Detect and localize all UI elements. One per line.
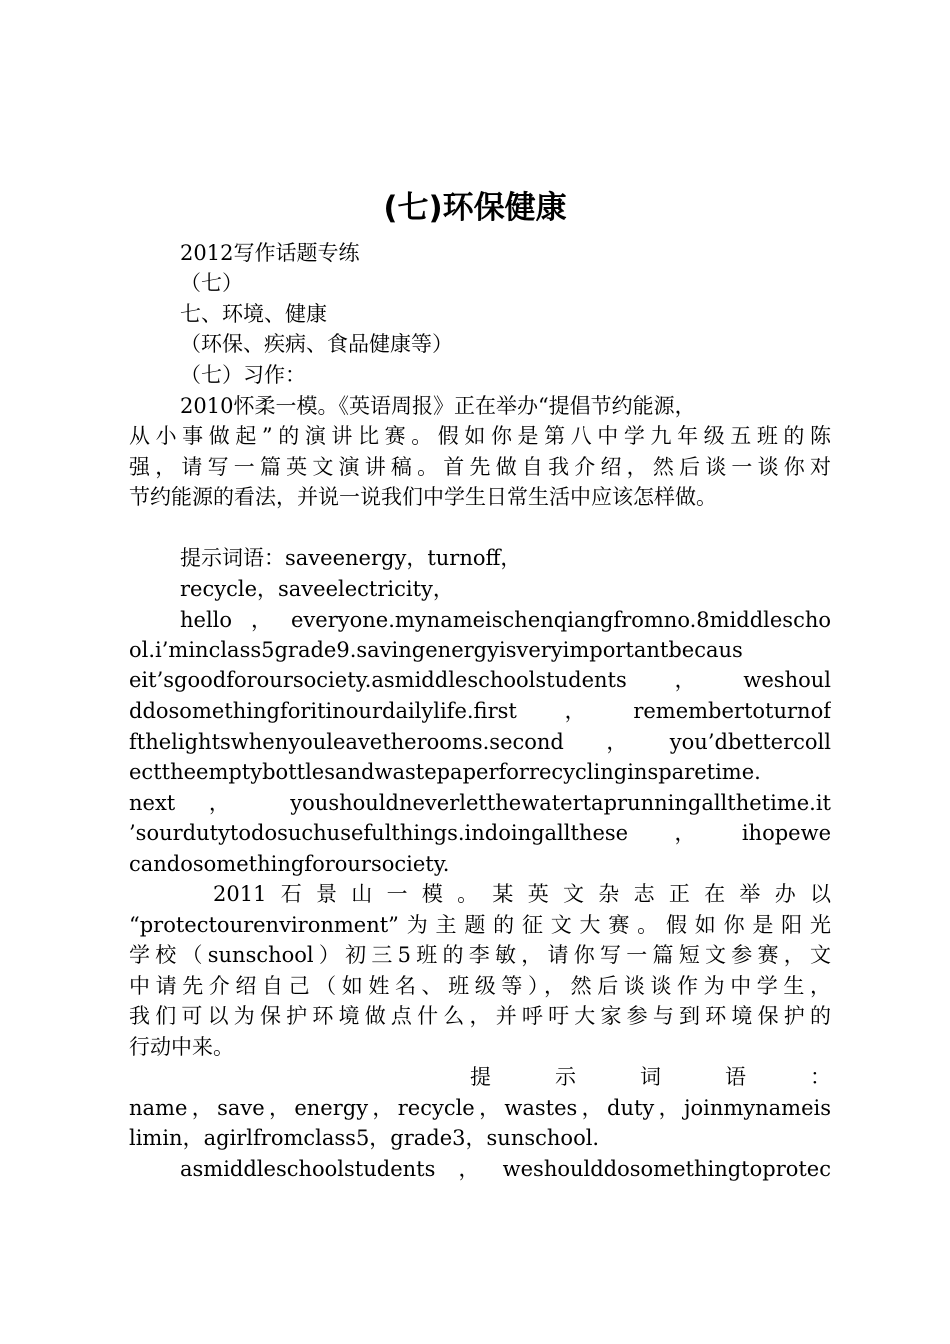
text-line: ol.i’minclass5grade9.savingenergyisveryimportantbecaus [129, 638, 743, 662]
text-line: 2011石景山一模。某英文杂志正在举办以 [213, 882, 831, 906]
text-line: （环保、疾病、食品健康等） [180, 332, 453, 356]
document-title: (七)环保健康 [383, 190, 567, 226]
text-line: 从小事做起”的演讲比赛。假如你是第八中学九年级五班的陈 [129, 424, 831, 448]
text-line: （七） [180, 271, 243, 295]
text-line: 行动中来。 [129, 1035, 234, 1059]
text-line: （七）习作： [180, 363, 306, 387]
text-line: 强，请写一篇英文演讲稿。首先做自我介绍，然后谈一谈你对 [129, 455, 831, 479]
text-line: 我们可以为保护环境做点什么，并呼吁大家参与到环境保护的 [129, 1004, 831, 1028]
text-line: 提示词语：saveenergy，turnoff， [180, 546, 522, 570]
text-line: 中请先介绍自己（如姓名、班级等），然后谈谈作为中学生， [129, 974, 831, 998]
text-line: 七、环境、健康 [180, 302, 327, 326]
text-line: fthelightswhenyouleavetherooms.second，you’dbettercoll [129, 730, 831, 754]
text-line: 节约能源的看法，并说一说我们中学生日常生活中应该怎样做。 [129, 485, 717, 509]
text-line: candosomethingforoursociety. [129, 852, 450, 876]
text-line: ecttheemptybottlesandwastepaperforrecyclinginsparetime. [129, 760, 761, 784]
text-line: next ， youshouldneverletthewatertaprunningallthetime.it [129, 791, 831, 815]
text-line: recycle，saveelectricity， [180, 577, 454, 601]
text-line: ddosomethingforitinourdailylife.first，remembertoturnof [129, 699, 831, 723]
text-line: asmiddleschoolstudents，weshoulddosomethingtoprotec [180, 1157, 831, 1181]
text-line: name，save，energy，recycle，wastes，duty，joinmynameis [129, 1096, 831, 1120]
text-line: 提示词语： [470, 1065, 831, 1089]
text-line: limin，agirlfromclass5，grade3，sunschool. [129, 1126, 600, 1150]
text-line: eit’sgoodforoursociety.asmiddleschoolstudents，weshoul [129, 668, 831, 692]
text-line: hello，everyone.mynameischenqiangfromno.8middlescho [180, 608, 831, 632]
text-line: 学校（sunschool）初三5班的李敏，请你写一篇短文参赛，文 [129, 943, 831, 967]
text-line: “protectourenvironment”为主题的征文大赛。假如你是阳光 [129, 913, 831, 937]
text-line: 2012写作话题专练 [180, 241, 360, 265]
text-line: ’sourdutytodosuchusefulthings.indoingallthese，ihopewe [129, 821, 831, 845]
text-line: 2010怀柔一模。《英语周报》正在举办“提倡节约能源， [180, 394, 696, 418]
